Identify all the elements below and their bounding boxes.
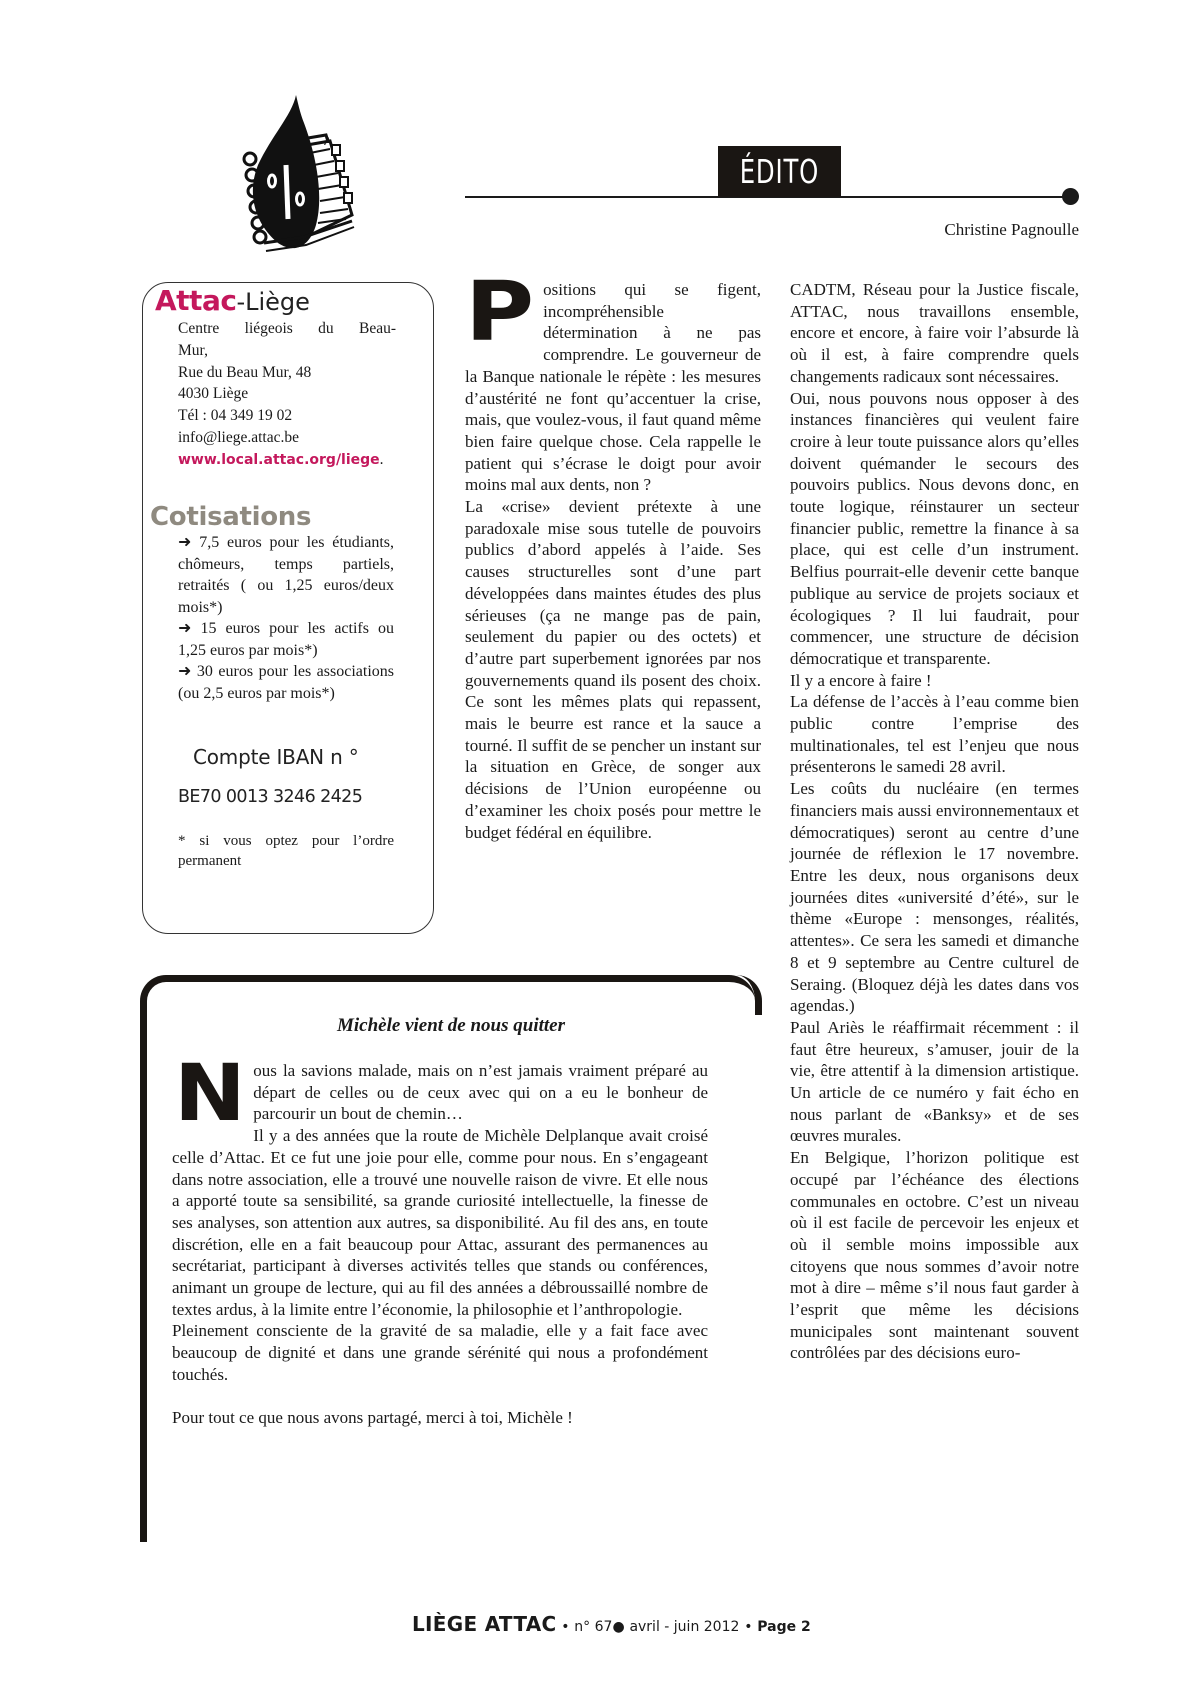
section-label-text: ÉDITO [739,152,820,191]
issue-period: avril - juin 2012 [629,1619,740,1635]
tribute-paragraph [172,1049,708,1139]
org-title [155,284,310,319]
tribute-paragraph: Pour tout ce que nous avons partagé, merci à toi, Michèle ! [172,1408,573,1428]
iban-value: BE70 0013 3246 2425 [178,787,363,807]
tribute-paragraph: Il y a des années que la route de Michèle Delplanque avait croisé celle d’Attac. Et ce fut une joie pour elle, comme pour nous. En s’engageant dans notre association, elle a trouvé une nouvelle raison de vivre. Et elle nous a apporté toute sa sensibilité, sa grande curiosité intellectuelle, la finesse de ses analyses, son attention aux autres, sa disponibilité. Au fil des ans, en toute discrétion, elle en a fait beaucoup pour Attac, assurant des permanences au secrétariat, participant à diverses activités telles que stands ou conférences, animant un groupe de lecture, qui au fil des années a débroussaillé nombre de textes ardus, à la limite entre l’économie, la philosophie et l’anthropologie. [172,1126,708,1319]
cotisations-list [178,532,394,704]
tribute-paragraph-text: ous la savions malade, mais on n’est jamais vraiment préparé au départ de celles ou de ceux avec qui on a eu le bonheur de parcourir un bout de chemin… [253,1061,708,1124]
page-number: Page 2 [757,1619,811,1635]
iban-note: * si vous optez pour l’ordre permanent [178,833,394,869]
website-suffix: . [379,450,384,468]
tribute-body [172,1049,708,1429]
edito-paragraph: La «crise» devient prétexte à une paradoxale mise sous tutelle de pouvoirs publics d’abord appelés à l’aide. Ses causes structurelles sont d’une part développées dans maintes études des plus sérieuses (ça ne mange pas de pain, seulement du papier ou des octets) et d’autre part superbement ignorées par nos gouvernements quand ils posent des choix. Ce sont les mêmes plats qui repassent, mais le beurre est rance et la sauce a tourné. Il suffit de se pencher un instant sur la situation en Grèce, de songer aux décisions de l’Union européenne ou d’examiner les choix posés pour mettre le budget fédéral en équilibre. [465,497,761,842]
cotisation-item: ➜ 15 euros pour les actifs ou 1,25 euros par mois*) [178,620,394,659]
edito-paragraph: CADTM, Réseau pour la Justice fiscale, ATTAC, nous travaillons ensemble, encore et encore, à faire voir l’absurde là où il est, à faire comprendre quels changements radicaux sont nécessaires. [790,280,1079,386]
edito-paragraph: Les coûts du nucléaire (en termes financiers mais aussi environnementaux et démocratiques) seront au centre d’une journée de réflexion le 17 novembre. Entre les deux, nous organisons deux journées dites «université d’été», sur le thème «Europe : mensonges, réalités, attentes». Ce sera les samedi et dimanche 8 et 9 septembre au Centre culturel de Seraing. (Bloquez déjà les dates dans vos agendas.) [790,779,1079,1016]
address-line: Rue du Beau Mur, 48 [178,363,312,381]
edito-paragraph: Paul Ariès le réaffirmait récemment : il faut être heureux, s’amuser, jouir de la vie, être attentif à la dimension artistique. Un article de ce numéro y fait écho en nous parlant de «Banksy» et de ses œuvres murales. [790,1017,1079,1146]
svg-text:A: A [324,135,332,148]
edito-paragraph: La défense de l’accès à l’eau comme bien public contre l’emprise des multinationales, tel est l’enjeu que nous présenterons le samedi 28 avril. [790,692,1079,777]
section-label [718,146,841,197]
author-name: Christine Pagnoulle [944,220,1079,239]
cotisations-title: Cotisations [150,502,312,532]
footer-separator: • [744,1619,753,1635]
dropcap-letter: N [174,1049,246,1139]
address-line: Mur, [178,341,208,359]
issue-number: n° 67 [574,1619,613,1635]
tribute-paragraph: Pleinement consciente de la gravité de sa maladie, elle y a fait face avec beaucoup de dignité et dans une grande sérénité qui nous a profondément touchés. [172,1321,708,1384]
edito-paragraph: Il y a encore à faire ! [790,670,932,690]
dropcap-letter: P [465,265,535,360]
phone-number: Tél : 04 349 19 02 [178,407,293,425]
address-line: 4030 Liège [178,385,249,403]
edito-paragraph-text: ositions qui se figent, incompréhensible détermination à ne pas comprendre. Le gouverneur de la Banque nationale le répète : les mesures d’austérité ne font qu’accentuer la crise, mais, que voulez-vous, il faut quand même bien faire quelque chose. Cela rappelle le patient qui s’écrase le doigt pour avoir moins mal aux dents, non ? [465,280,761,495]
edito-paragraph [465,265,761,496]
percent-notebook-icon [238,95,368,265]
iban-label: Compte IBAN n ° [193,745,359,769]
paragraph-spacer [172,1386,708,1408]
tribute-title: Michèle vient de nous quitter [337,1015,565,1036]
email-address[interactable]: info@liege.attac.be [178,428,299,446]
edito-column-2 [790,279,1079,1364]
org-brand: Attac [155,284,237,317]
page-footer [412,1612,811,1636]
address-line: Centre liégeois du Beau- [178,320,396,337]
header-rule-dot-icon [1062,188,1079,205]
cotisation-item: ➜ 30 euros pour les associations (ou 2,5 euros par mois*) [178,663,394,702]
website-link[interactable]: www.local.attac.org/liege [178,451,380,468]
cotisation-item: ➜ 7,5 euros pour les étudiants, chômeurs, temps partiels, retraités ( ou 1,25 euros/deux mois*) [178,534,394,616]
org-address [178,318,396,472]
edito-column-1 [465,265,761,843]
org-city: -Liège [236,288,310,316]
edito-paragraph: Oui, nous pouvons nous opposer à des instances financières qui veulent faire croire à leur toute puissance alors qu’elles doivent quémander le secours des pouvoirs publics. Nous devons donc, en toute logique, réinstaurer un secteur financier public, remettre la finance à sa place, qui est celle d’un instrument. Belfius pourrait-elle devenir cette banque publique au service de projets sociaux et écologiques ? Il lui faudrait, pour commencer, une structure de décision démocratique et transparente. [790,388,1079,668]
footer-separator: • [561,1619,570,1635]
edito-paragraph: En Belgique, l’horizon politique est occupé par l’échéance des élections communales en octobre. C’est un niveau où il est facile de percevoir les enjeux et où il semble moins impossible aux citoyens que nous sommes d’avoir notre mot à dire – même s’il nous faut garder à l’esprit que même les décisions municipales sont maintenant souvent contrôlées par des décisions euro- [790,1148,1079,1363]
publication-name: LIÈGE ATTAC [412,1612,557,1636]
footer-dot-icon: ● [612,1619,625,1635]
